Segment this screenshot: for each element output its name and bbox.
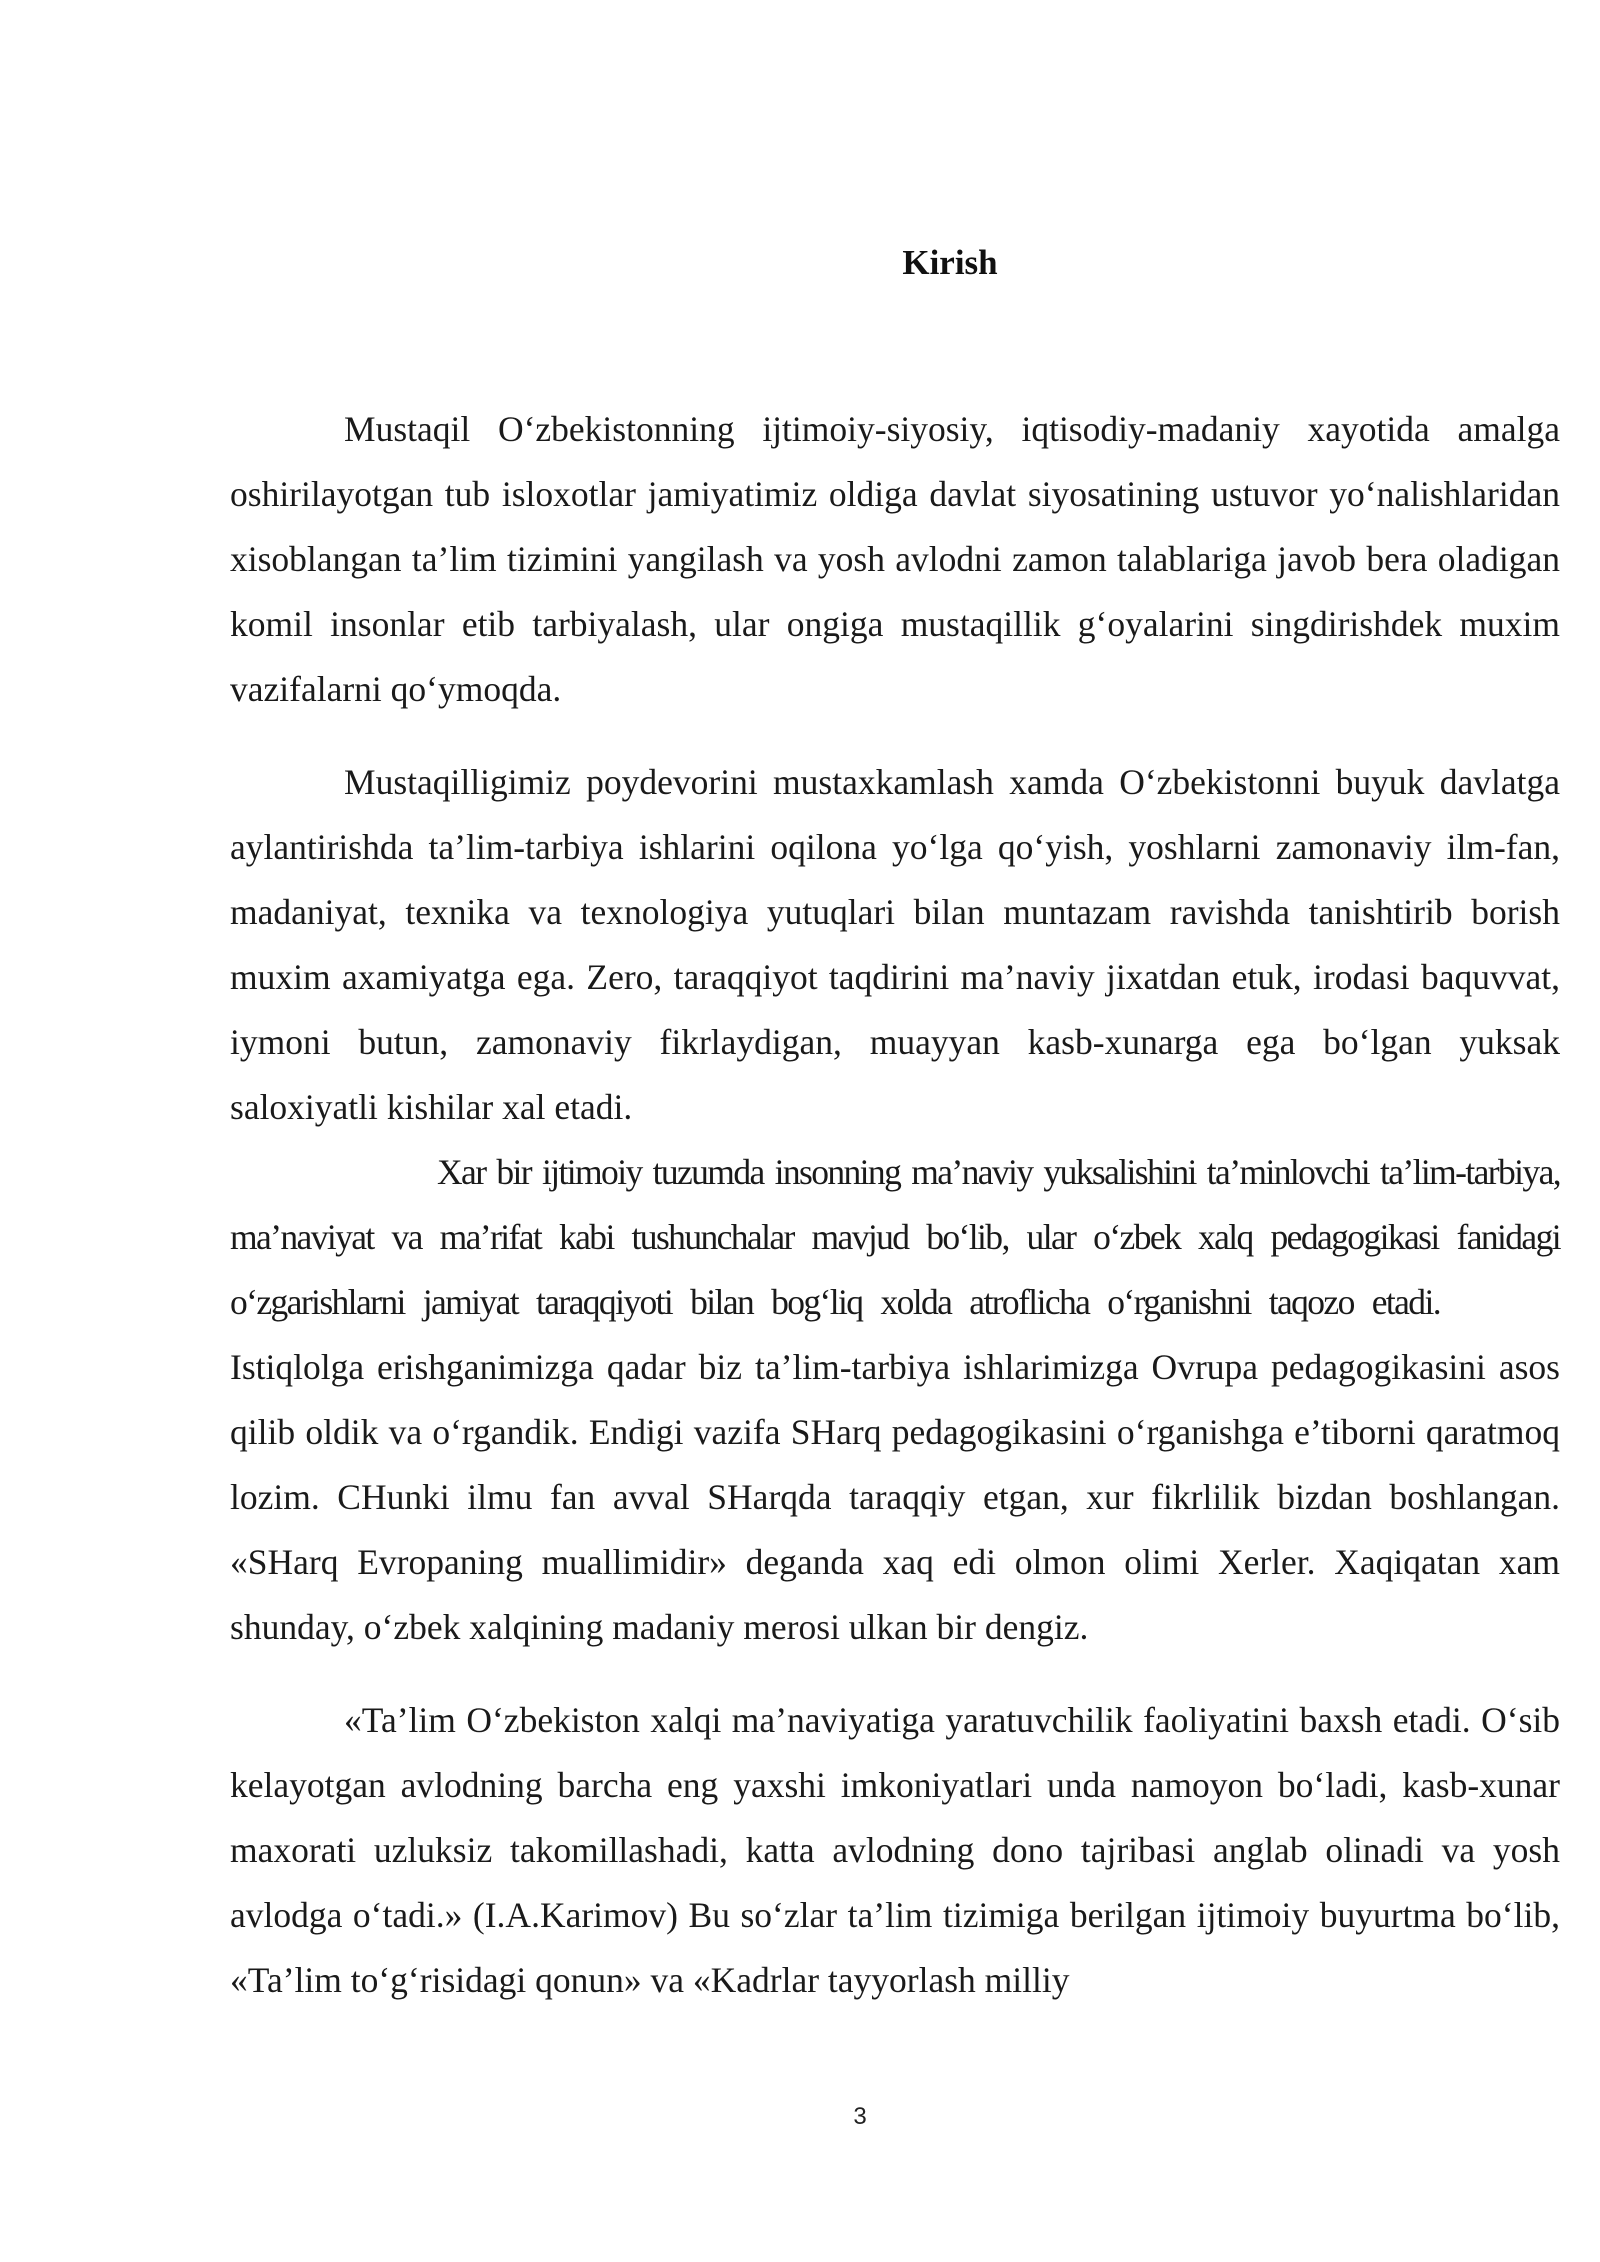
paragraph-3: Xar bir ijtimoiy tuzumda insonning ma’naviy yuksalishini ta’minlovchi ta’lim-tarbiya, ma’naviyat va ma’rifat kabi tushunchalar mavjud bo‘lib, ular o‘zbek xalq pedagogikasi fanidagi o‘zgarishlarni jamiyat taraqqiyoti bilan bog‘liq xolda atroflicha o‘rganishni taqozo etadi. bbox=[230, 1152, 1560, 1322]
page-title: Kirish bbox=[902, 243, 998, 282]
paragraph-2: Mustaqilligimiz poydevorini mustaxkamlash xamda O‘zbekistonni buyuk davlatga aylantirishda ta’lim-tarbiya ishlarini oqilona yo‘lga qo‘yish, yoshlarni zamonaviy ilm-fan, madaniyat, texnika va texnologiya yutuqlari bilan muntazam ravishda tanishtirib borish muxim axamiyatga ega. Zero, taraqqiyot taqdirini ma’naviy jixatdan etuk, irodasi baquvvat, iymoni butun, zamonaviy fikrlaydigan, muayyan kasb-xunarga ega bo‘lgan yuksak saloxiyatli kishilar xal etadi. bbox=[230, 762, 1560, 1127]
paragraph-5: «Ta’lim O‘zbekiston xalqi ma’naviyatiga yaratuvchilik faoliyatini baxsh etadi. O‘sib kelayotgan avlodning barcha eng yaxshi imkoniyatlari unda namoyon bo‘ladi, kasb-xunar maxorati uzluksiz takomillashadi, katta avlodning dono tajribasi anglab olinadi va yosh avlodga o‘tadi.» (I.A.Karimov) Bu so‘zlar ta’lim tizimiga berilgan ijtimoiy buyurtma bo‘lib, «Ta’lim to‘g‘risidagi qonun» va «Kadrlar tayyorlash milliy bbox=[230, 1700, 1560, 2000]
paragraph-4: Istiqlolga erishganimizga qadar biz ta’lim-tarbiya ishlarimizga Ovrupa pedagogikasini asos qilib oldik va o‘rgandik. Endigi vazifa SHarq pedagogikasini o‘rganishga e’tiborni qaratmoq lozim. CHunki ilmu fan avval SHarqda taraqqiy etgan, xur fikrlilik bizdan boshlangan. «SHarq Evropaning muallimidir» deganda xaq edi olmon olimi Xerler. Xaqiqatan xam shunday, o‘zbek xalqining madaniy merosi ulkan bir dengiz. bbox=[230, 1347, 1560, 1647]
document-body bbox=[230, 397, 1560, 2013]
paragraph-3-container bbox=[230, 1140, 1560, 1660]
page-number: 3 bbox=[853, 2103, 867, 2130]
paragraph-1: Mustaqil O‘zbekistonning ijtimoiy-siyosiy, iqtisodiy-madaniy xayotida amalga oshirilayotgan tub isloxotlar jamiyatimiz oldiga davlat siyosatining ustuvor yo‘nalishlaridan xisoblangan ta’lim tizimini yangilash va yosh avlodni zamon talablariga javob bera oladigan komil insonlar etib tarbiyalash, ular ongiga mustaqillik g‘oyalarini singdirishdek muxim vazifalarni qo‘ymoqda. bbox=[230, 409, 1560, 709]
